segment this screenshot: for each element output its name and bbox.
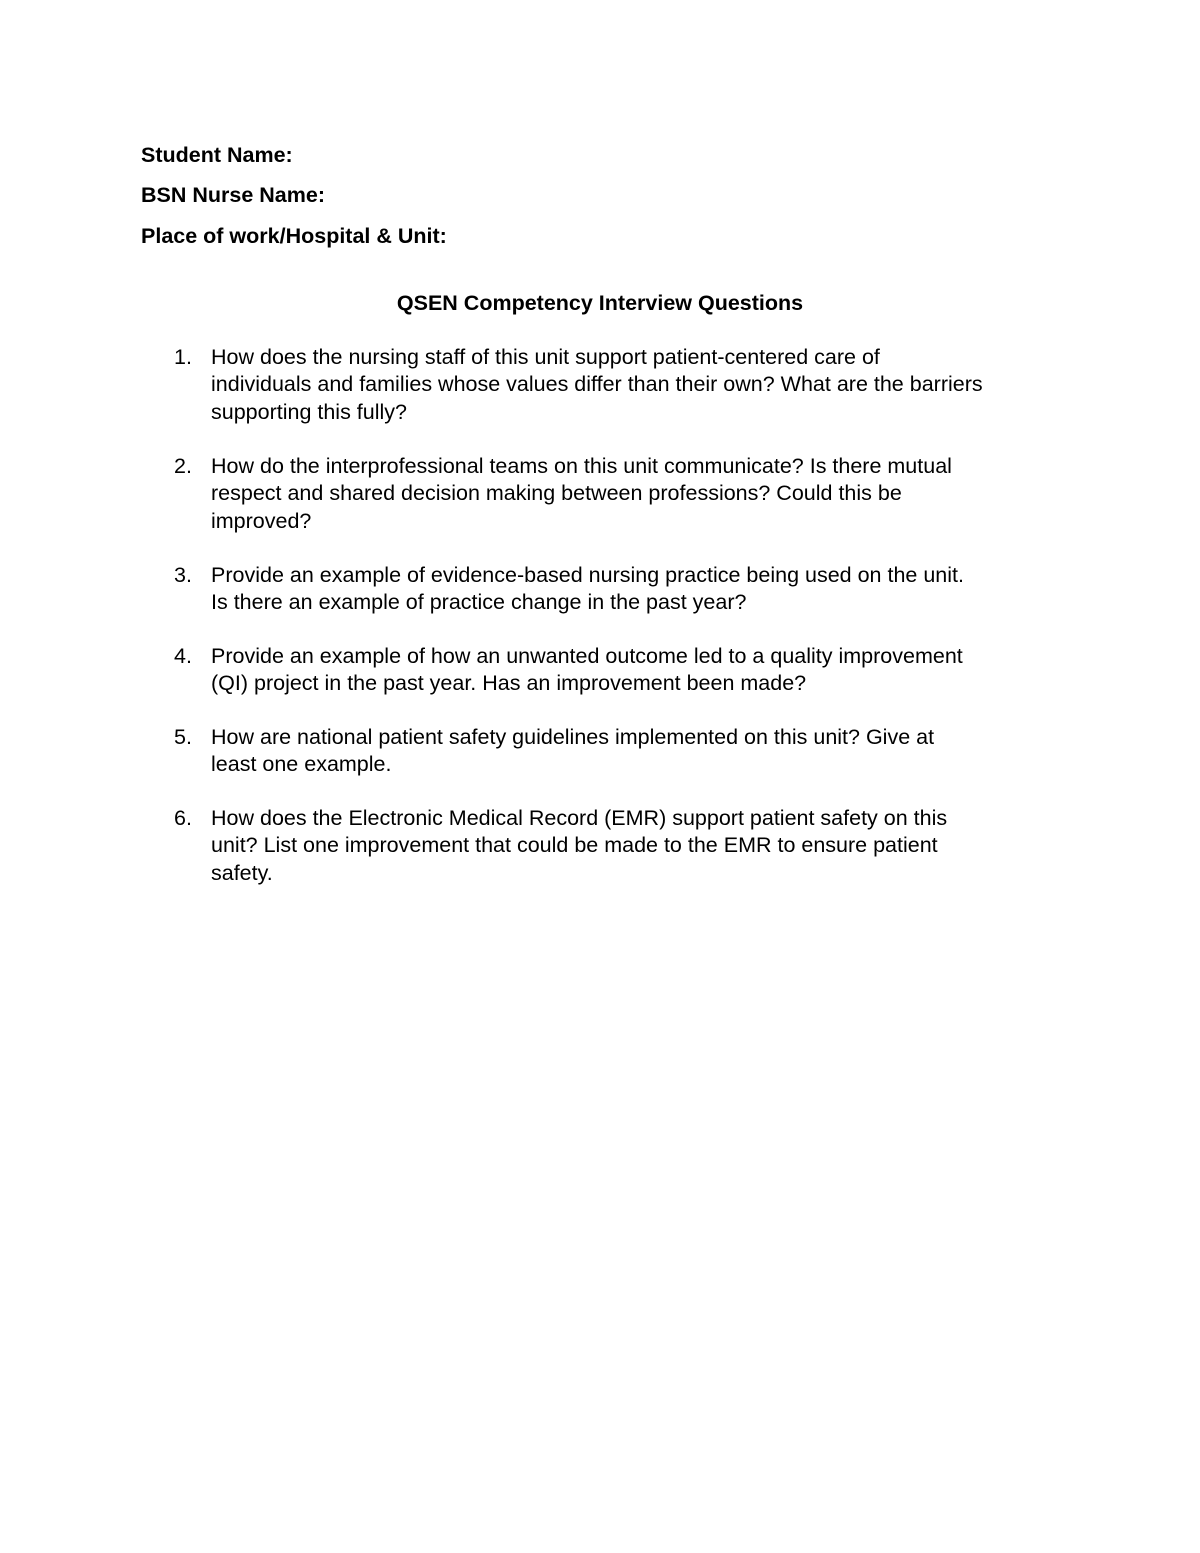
bsn-nurse-name-label: BSN Nurse Name: <box>141 183 325 207</box>
question-line: (QI) project in the past year. Has an improvement been made? <box>211 671 807 696</box>
question-text <box>211 453 1071 535</box>
question-line: unit? List one improvement that could be made to the EMR to ensure patient <box>211 833 938 858</box>
question-text <box>211 643 1071 698</box>
question-line: Provide an example of how an unwanted outcome led to a quality improvement <box>211 644 963 668</box>
question-line: Is there an example of practice change in the past year? <box>211 590 747 615</box>
question-line: How do the interprofessional teams on this unit communicate? Is there mutual <box>211 454 952 478</box>
question-line: respect and shared decision making between professions? Could this be <box>211 481 902 506</box>
question-text <box>211 344 1071 426</box>
question-number: 3. <box>174 563 192 587</box>
document-title: QSEN Competency Interview Questions <box>396 291 804 315</box>
question-number: 4. <box>174 644 192 668</box>
question-line: least one example. <box>211 752 392 777</box>
question-number: 1. <box>174 345 192 369</box>
question-line: supporting this fully? <box>211 399 407 424</box>
question-line: improved? <box>211 508 312 533</box>
student-name-label: Student Name: <box>141 143 293 167</box>
question-text <box>211 805 1071 887</box>
place-of-work-label: Place of work/Hospital & Unit: <box>141 224 447 248</box>
question-line: safety. <box>211 860 273 885</box>
question-line: How does the nursing staff of this unit support patient-centered care of <box>211 345 880 369</box>
question-number: 2. <box>174 454 192 478</box>
question-line: Provide an example of evidence-based nursing practice being used on the unit. <box>211 563 964 587</box>
question-line: How does the Electronic Medical Record (EMR) support patient safety on this <box>211 806 948 830</box>
question-text <box>211 562 1071 617</box>
question-line: How are national patient safety guidelines implemented on this unit? Give at <box>211 725 935 749</box>
question-line: individuals and families whose values differ than their own? What are the barriers <box>211 372 983 397</box>
question-number: 5. <box>174 725 192 749</box>
question-text <box>211 724 1071 779</box>
question-number: 6. <box>174 806 192 830</box>
